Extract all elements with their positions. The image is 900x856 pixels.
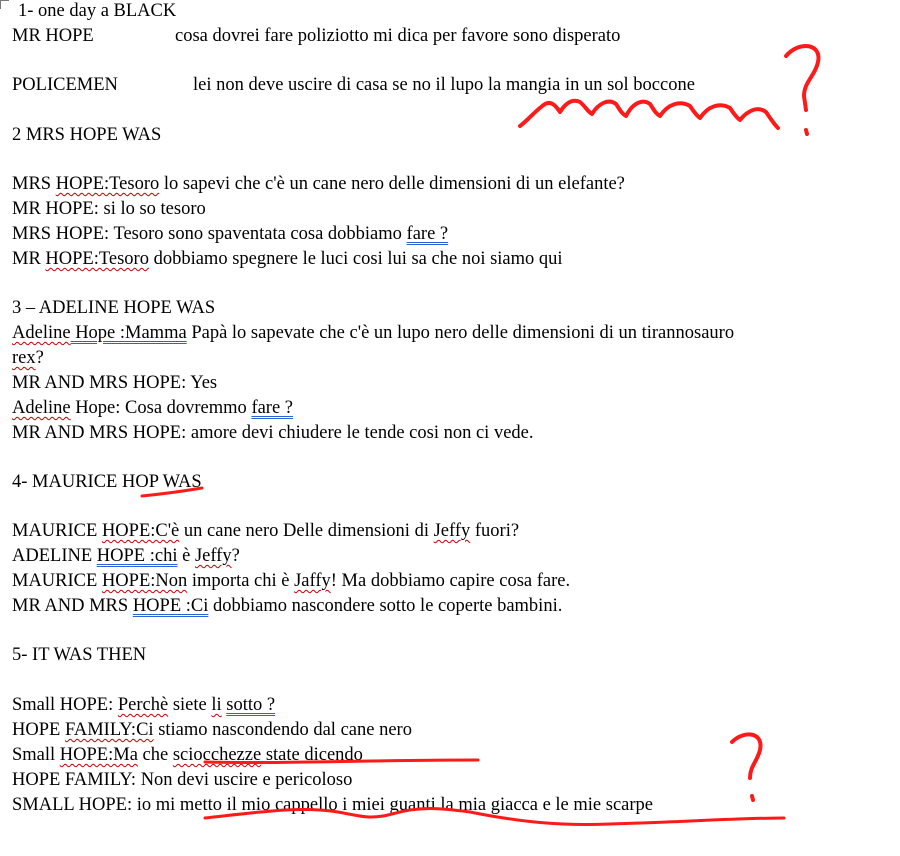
speech: cosa dovrei fare poliziotto mi dica per favore sono disperato [175,26,621,46]
section-2-heading: 2 MRS HOPE WAS [12,125,162,145]
text-run: Small [12,745,60,765]
text-run: dobbiamo nascondere sotto le coperte bambini. [208,596,563,616]
text-run: lo sapevi che c'è un cane nero delle dimensioni di un elefante? [159,174,625,194]
text-run: sciocchezze [172,745,262,765]
text-run: stiamo nascondendo dal cane nero [153,720,412,740]
text-run: MRS HOPE: Tesoro sono spaventata cosa dobbiamo [12,224,407,244]
dialogue-line [12,719,412,741]
text-run: MR [12,249,46,269]
section-5-heading: 5- IT WAS THEN [12,645,147,665]
text-run: Jeffy [194,546,232,566]
squiggle-scribble [520,101,778,128]
dialogue-line [12,570,570,592]
dialogue-line [12,322,734,344]
text-run: fare ? [406,224,449,244]
text-run: HOPE [12,720,65,740]
dialogue-line [12,744,363,766]
text-run: ! Ma dobbiamo capire cosa fare. [330,571,571,591]
text-run: Papà lo sapevate che c'è un lupo nero delle dimensioni di un tirannosauro [186,323,735,343]
text-run: MAURICE [12,521,102,541]
text-run: Perchè [117,695,169,715]
text-run: HOPE :chi [96,546,178,566]
dialogue-line [12,248,563,270]
question-mark-bottom [732,734,761,778]
text-run: è [177,546,195,566]
text-run: dobbiamo spegnere le luci cosi lui sa che noi siamo qui [148,249,563,269]
text-run: FAMILY:Ci [64,720,154,740]
text-run: Jaffy [294,571,331,591]
text-run: HOPE:Tesoro [55,174,160,194]
dialogue-line [12,794,653,816]
text-run: HOPE:Tesoro [45,249,149,269]
text-run: sotto ? [226,695,276,715]
text-run: fuori? [470,521,520,541]
text-run: HOPE :Ci [132,596,209,616]
section-1-heading: 1- one day a BLACK [18,1,177,21]
speaker: POLICEMEN [12,75,118,95]
text-run: MRS [12,174,56,194]
text-run: li [211,695,222,715]
dialogue-line [12,347,44,369]
question-mark-bottom-dot [752,796,753,800]
text-run: ADELINE [12,546,97,566]
text-run: MR AND MRS [12,596,133,616]
text-run: un cane nero Delle dimensioni di [179,521,434,541]
dialogue-line [12,422,534,444]
dialogue-line [12,397,293,419]
dialogue-line [12,372,217,394]
text-run: Adeline [12,323,71,343]
page-corner-marker [0,0,9,9]
text-run: MAURICE [12,571,102,591]
text-run: HOPE:C'è [101,521,180,541]
dialogue-line [12,173,625,195]
text-run: ? [231,546,240,566]
dialogue-line [12,198,206,220]
dialogue-line [12,545,240,567]
dialogue-line [12,694,275,716]
text-run: rex [12,348,36,368]
text-run: HOPE FAMILY: Non devi uscire e pericoloso [12,770,353,790]
text-run: MR AND MRS HOPE: Yes [12,373,218,393]
text-run: siete [168,695,212,715]
speaker: MR HOPE [12,26,94,46]
dialogue-line [12,25,620,47]
text-run: Hope: Cosa dovremmo [70,398,252,418]
text-run: state dicendo [261,745,363,765]
text-run: SMALL HOPE: io mi metto il mio cappello i miei guanti la mia giacca e le mie scarpe [12,795,653,815]
text-run: Jeffy [433,521,471,541]
text-run: Adeline [12,398,71,418]
dialogue-line [12,74,695,96]
text-run: fare ? [251,398,294,418]
dialogue-line [12,520,519,542]
text-run: HOPE:Non [101,571,188,591]
section-3-heading: 3 – ADELINE HOPE WAS [12,298,216,318]
text-run: ? [35,348,44,368]
section-4-heading: 4- MAURICE HOP WAS [12,472,202,492]
dialogue-line [12,595,562,617]
dialogue-line [12,769,352,791]
question-mark-top-dot [806,130,807,134]
question-mark-top [786,46,818,110]
text-run: Hope :Mamma [70,323,187,343]
text-run: Small HOPE: [12,695,118,715]
text-run: importa chi è [187,571,295,591]
speech: lei non deve uscire di casa se no il lupo la mangia in un sol boccone [193,75,695,95]
text-run: HOPE:Ma [59,745,138,765]
dialogue-line [12,223,448,245]
text-run: MR AND MRS HOPE: amore devi chiudere le tende cosi non ci vede. [12,423,534,443]
text-run: che [137,745,173,765]
text-run: MR HOPE: si lo so tesoro [12,199,206,219]
